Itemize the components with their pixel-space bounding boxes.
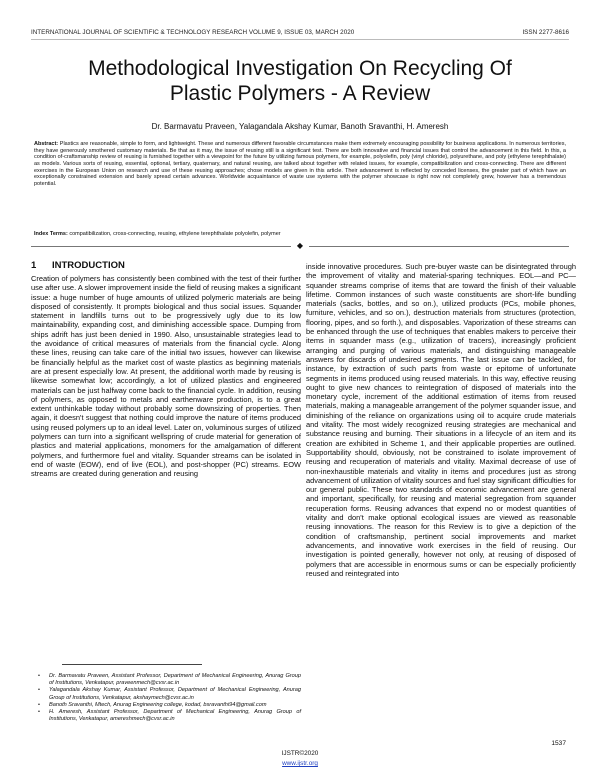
title-line-2: Plastic Polymers - A Review — [169, 82, 431, 105]
footnote-item — [38, 709, 301, 723]
index-terms-text: compatibilization, cross-connecting, reusing, ethylene terephthalate polyolefin, polymer — [69, 231, 281, 237]
separator-line-left — [31, 246, 291, 247]
journal-name: INTERNATIONAL JOURNAL OF SCIENTIFIC & TECHNOLOGY RESEARCH VOLUME 9, ISSUE 03, MARCH 2020 — [31, 29, 355, 36]
footer-website-link[interactable]: www.ijstr.org — [282, 760, 318, 767]
page-number: 1537 — [551, 740, 566, 747]
footnote-item — [38, 687, 301, 701]
abstract — [34, 141, 566, 188]
bullet-icon: • — [38, 709, 40, 716]
footnote-item — [38, 673, 301, 687]
footnote-text: Dr. Barmavatu Praveen, Assistant Professor, Department of Mechanical Engineering, Anurag Group of Institutions, Venkatapur, praveenmech@cvsr.ac.in — [49, 673, 301, 687]
footer-copyright: IJSTR©2020 — [281, 750, 319, 757]
journal-header — [31, 29, 569, 36]
section-number: 1 — [31, 260, 37, 271]
abstract-label: Abstract: — [34, 141, 59, 147]
author-footnotes — [38, 673, 301, 723]
separator-line-right — [309, 246, 569, 247]
index-terms-label: Index Terms: — [34, 231, 68, 237]
bullet-icon: • — [38, 701, 40, 708]
body-paragraph-left: Creation of polymers has consistently been combined with the test of their further use after use. A slower improvement inside the field of reusing makes a significant issue: a huge number of huge amounts of utilized polymeric materials are being disposed of consistently. It prompts biological and thus social issues. Squander statement in landfills turns out to be progressively ugly due to its low maintainability, expanding cost, and diminishing accessible space. Dumping from ships adrift has just been denied in 1990. Also, unsustainable strategies lead to the avoidance of critical measures of materials from the financial cycle. Along these lines, reusing can take care of the initial two issues, however can likewise be financially helpful as the market cost of waste plastics as beginning materials are at present especially low. At present, the additional worth made by reusing is likewise somewhat low; accordingly, a lot of utilized plastics and engineered materials can be just halfway come back to the financial cycle. In addition, reusing of polymers, as opposed to metals and earthenware production, is to a great extent unthinkable today without probably some downsizing of properties. Then again, it doesn't suggest that nothing could improve the nature of items produced using reused polymers up to an ideal level. Later on, voluminous surges of utilized polymers can turn into a significant wellspring of crude material for generation of plastics and material applications, monomers for the amalgamation of different polymers, and furthermore fuel and vitality. Squander streams can be isolated in end of waste (EOW), end of live (EOL), and post-shopper (PC) streams. EOW streams are created during generation and reusing — [31, 274, 301, 479]
title-line-1: Methodological Investigation On Recycling Of — [88, 57, 512, 80]
left-column — [31, 260, 301, 479]
body-paragraph-right: inside innovative procedures. Such pre-buyer waste can be disintegrated through the improvement of vitality and material-sparing techniques. EOL—and PC—squander streams comprise of items that are toward the finish of their valuable lifetime. Common instances of such waste constituents are short-life bundling materials (sacks, bottles, and so on.), utilized products (PCs, mobile phones, furniture, vehicles, and so on.), destruction materials from structures (protection, flooring, pipes, and so forth.), and disposables. Vaporization of these streams can be enhanced through the use of techniques that enables makers to perceive their items in squander mass (e.g., utilization of tracers), increasingly proficient arranging and purging of various materials, and distinguishing manageable answers for discards of undesired segments. The last issue can be tackled, for instance, by extraction of such parts from waste or epitome of unfortunate segments in items produced using reused materials. In this way, effective reusing ought to give new chances to reintegration of disposed of materials into the monetary cycle, increment of the additional estimation of items from reused materials, making a manageable arrangement of the polymer squander issue, and diminishing of the reliance on organizations using oil to acquire crude materials and vitality. The most widely recognized reusing strategies are mechanical and substance reusing and burning. Their situations in a lifecycle of an item and its creation are exhibited in Scheme 1, and their applicable properties are outlined. Supportability should, obviously, not be constrained to isolate improvement of reusing and recuperation of materials and vitality. Maximal decrease of use of non-inexhaustible materials and vitality in items and procedures just as strong advancement of utilization of vitality sources and fuel stay significant difficulties for our general public. These two standards of economic advancement are general and important, specifically, for reusing and material segregation from squander recuperation forms. Reusing advances that expend no or modest quantities of vitality and don't make optional ecological issues are viewed as reasonable reusing innovations. The reason for this Review is to give a depiction of the condition of craftsmanship, pertinent social improvements and market advancements, and innovative work exercises in the field of reusing. Our investigation is pointed generally, however not only, at reusing of disposed of polymers that are accessible in enormous sums or can be especially proficiently reused and reintegrated into — [306, 262, 576, 578]
author-list: Dr. Barmavatu Praveen, Yalagandala Akshay Kumar, Banoth Sravanthi, H. Ameresh — [151, 122, 449, 131]
footnote-text: Yalagandala Akshay Kumar, Assistant Professor, Department of Mechanical Engineering, Anurag Group of Institutions, Venkatapur, akshaymech@cvsr.ac.in — [49, 687, 301, 701]
footnote-text: Banoth Sravanthi, Mtech, Anurag Engineering college, kodad, bsravanthi94@gmail.com — [49, 701, 267, 708]
footnote-item — [38, 702, 301, 709]
section-separator — [31, 241, 569, 251]
section-title: INTRODUCTION — [52, 260, 125, 271]
abstract-text: Plastics are reasonable, simple to form, and lightweight. These and numerous different favorable circumstances make them extremely encouraging possibility for business applications. In numerous territories, they have generously smothered customary materials. Be that as it may, the issue of reusing still is a significant test. There are both innovative and financial issues that control the advancement in this field. In this, a condition of-craftsmanship review of reusing is furnished together with a viewpoint for the future by utilizing famous polymers, for example, polyolefin, poly (vinyl chloride), polyurethane, and poly (ethylene terephthalate) as models. Various sorts of reusing, essential, optional, tertiary, quaternary, and natural reusing, are talked about together with related issues, for example, compatibilization and cross-connecting. There are different exercises in the European Union on research and use of these reusing approaches; chose models are given in this article. Their advancement is reflected by conceded licenses, the greater part of which have an exceptionally constrained extension and barely spread certain advances. Worldwide acquaintance of waste use systems with the polymer showcase is right now not completely grew, however has a tremendous potential. — [34, 141, 567, 187]
index-terms — [34, 231, 566, 238]
footnote-divider — [62, 664, 202, 665]
footnote-text: H. Ameresh, Assistant Professor, Department of Mechanical Engineering, Anurag Group of Institutions, Venkatapur, amereshmech@cvsr.ac.in — [49, 709, 301, 723]
header-divider — [31, 39, 569, 40]
bullet-icon: • — [38, 673, 40, 679]
diamond-icon: ◆ — [296, 241, 304, 250]
issn: ISSN 2277-8616 — [522, 29, 569, 36]
paper-title — [40, 56, 560, 106]
right-column — [306, 262, 576, 578]
section-heading — [31, 260, 301, 271]
bullet-icon: • — [38, 687, 40, 694]
